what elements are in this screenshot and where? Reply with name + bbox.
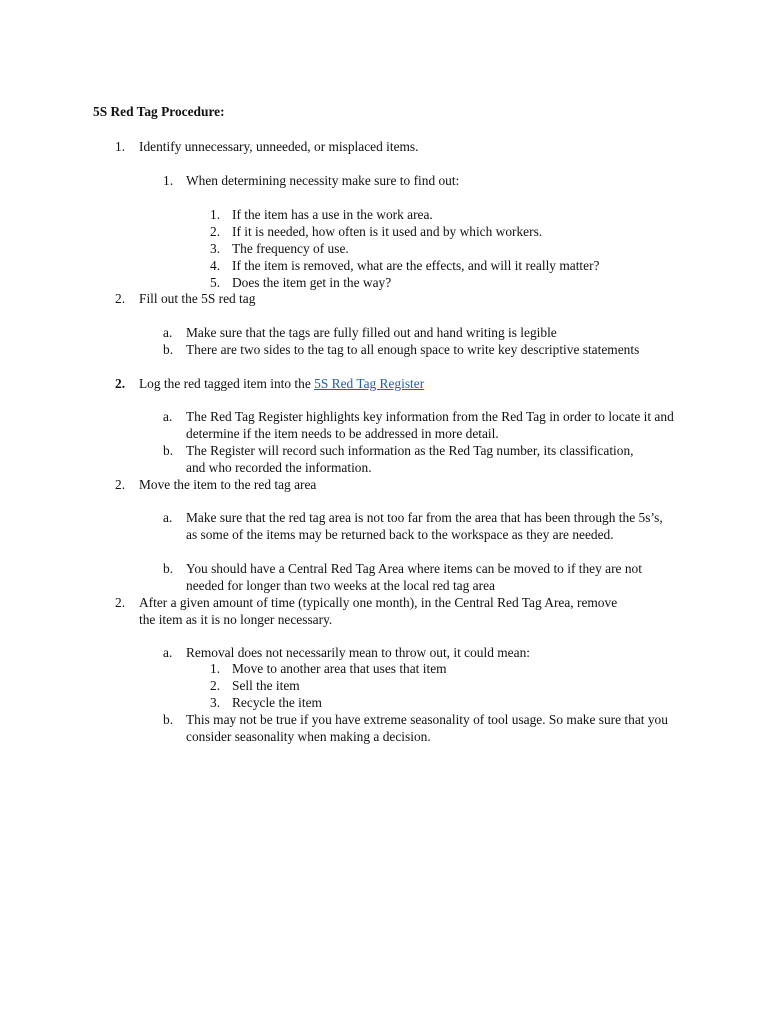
list-marker: 4.: [210, 258, 221, 273]
step-4: [0, 476, 768, 493]
step-5: [0, 594, 768, 628]
list-marker: 2.: [115, 291, 126, 306]
document-title: 5S Red Tag Procedure:: [93, 104, 225, 119]
list-marker: 5.: [210, 275, 221, 290]
list-item-text: Make sure that the tags are fully filled out and hand writing is legible: [186, 325, 557, 340]
list-item-text: Does the item get in the way?: [232, 275, 392, 290]
list-marker: 1.: [210, 207, 221, 222]
step-text: Identify unnecessary, unneeded, or misplaced items.: [139, 139, 419, 154]
list-marker: 2.: [115, 477, 126, 492]
list-item-text: Make sure that the red tag area is not too far from the area that has been through the 5s’s, as some of the items may be returned back to the workspace as they are needed.: [186, 510, 663, 542]
list-item-text: Sell the item: [232, 678, 300, 693]
list-item-text: There are two sides to the tag to all enough space to write key descriptive statements: [186, 342, 640, 357]
list-marker: a.: [163, 510, 173, 525]
list-marker: 1.: [163, 173, 174, 188]
list-marker: 3.: [210, 695, 221, 710]
list-item-text: The frequency of use.: [232, 241, 349, 256]
list-item: [0, 240, 768, 257]
list-item-text: Removal does not necessarily mean to throw out, it could mean:: [186, 645, 530, 660]
list-marker: 1.: [210, 661, 221, 676]
list-item-text: Recycle the item: [232, 695, 322, 710]
list-marker: 1.: [115, 139, 126, 154]
list-marker: 2.: [115, 376, 126, 391]
list-item: [0, 660, 768, 677]
list-item-text: This may not be true if you have extreme seasonality of tool usage. So make sure that you consider seasonality when making a decision.: [186, 712, 668, 744]
list-item: [0, 711, 768, 745]
list-item: [0, 341, 768, 375]
list-marker: 2.: [115, 595, 126, 610]
step-2: [0, 290, 768, 307]
step-text-prefix: Log the red tagged item into the: [139, 376, 315, 391]
list-item: [0, 257, 768, 274]
sub-step-text: When determining necessity make sure to find out:: [186, 173, 460, 188]
list-item-text: You should have a Central Red Tag Area where items can be moved to if they are not needed for longer than two weeks at the local red tag area: [186, 561, 642, 593]
list-item: [0, 644, 768, 661]
list-marker: 2.: [210, 224, 221, 239]
step-1: [0, 138, 768, 155]
step-3: [0, 375, 768, 392]
list-marker: 3.: [210, 241, 221, 256]
list-item-text: If the item is removed, what are the effects, and will it really matter?: [232, 258, 600, 273]
list-item: [0, 223, 768, 240]
list-marker: a.: [163, 409, 173, 424]
step-text: [139, 375, 699, 392]
list-item-text: If the item has a use in the work area.: [232, 207, 433, 222]
list-marker: b.: [163, 443, 174, 458]
sub-step: [0, 172, 768, 189]
list-item: [0, 408, 768, 442]
list-item: [0, 324, 768, 341]
list-item: [0, 206, 768, 223]
list-item-text: If it is needed, how often is it used and by which workers.: [232, 224, 543, 239]
list-marker: b.: [163, 712, 174, 727]
step-text: Move the item to the red tag area: [139, 477, 317, 492]
list-item: [0, 442, 768, 476]
step-text: Fill out the 5S red tag: [139, 291, 256, 306]
list-marker: 2.: [210, 678, 221, 693]
list-item: [0, 677, 768, 694]
list-marker: b.: [163, 561, 174, 576]
list-item-text: The Red Tag Register highlights key information from the Red Tag in order to locate it and determine if the item needs to be addressed in more detail.: [186, 409, 674, 441]
list-marker: b.: [163, 342, 174, 357]
list-marker: a.: [163, 645, 173, 660]
list-item-text: The Register will record such information as the Red Tag number, its classification, and who recorded the information.: [186, 443, 634, 475]
list-item: [0, 694, 768, 711]
register-link[interactable]: 5S Red Tag Register: [314, 376, 425, 391]
list-item-text: Move to another area that uses that item: [232, 661, 447, 676]
list-marker: a.: [163, 325, 173, 340]
list-item: [0, 509, 768, 560]
step-text: After a given amount of time (typically one month), in the Central Red Tag Area, remove the item as it is no longer necessary.: [139, 595, 618, 627]
list-item: [0, 560, 768, 594]
list-item: [0, 274, 768, 291]
